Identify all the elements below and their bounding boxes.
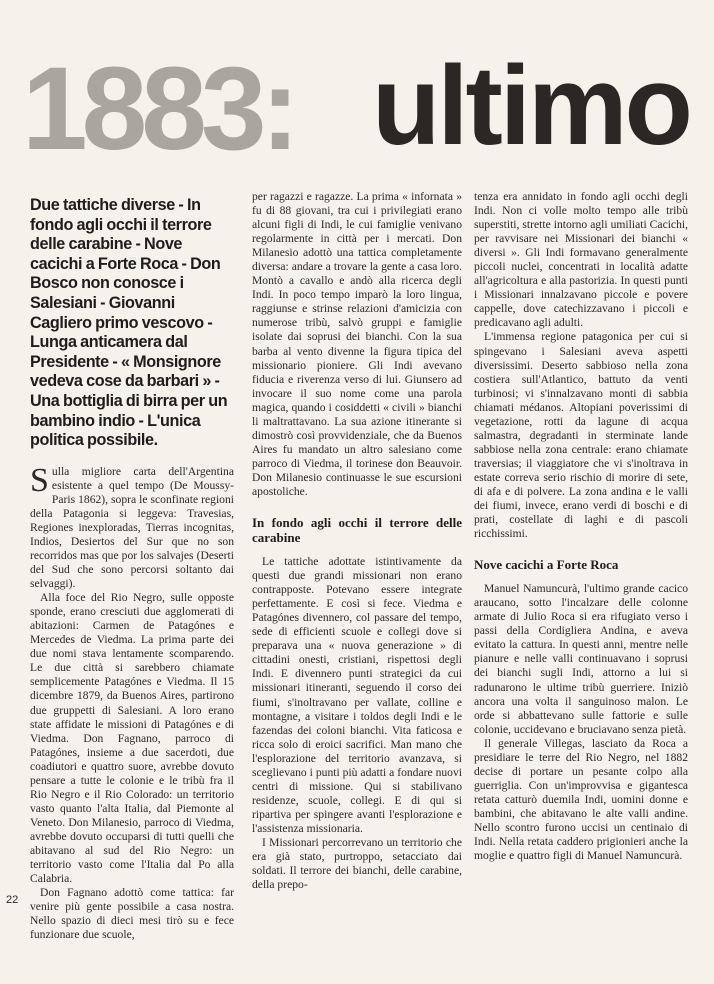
paragraph: Il generale Villegas, lasciato da Roca a presidiare le terre del Rio Negro, nel 1882 decise di portare un pesante colpo alla guerriglia. Con un'improvvisa e gigantesca retata catturò duemila Indi, uomini donne e bambini, che abitavano le alte valli andine. Nello scontro furono uccisi un centinaio di Indi. Nella retata caddero prigionieri anche la moglie e quattro figli di Manuel Namuncurà. xyxy=(474,736,688,863)
paragraph: per ragazzi e ragazze. La prima « infornata » fu di 88 giovani, tra cui i privilegiati erano alcuni figli di Indi, le cui famiglie venivano regolarmente in città per i mercati. Don Milanesio adottò una tattica completamente diversa: andare a trovare la gente a casa loro. Montò a cavallo e andò alla ricerca degli Indi. In poco tempo imparò la loro lingua, raggiunse e strinse relazioni d'amicizia con numerose tribù, salvò gruppi e famiglie isolate dai soprusi dei bianchi. Con la sua barba al vento divenne la figura tipica del missionario pioniere. Gli Indi avevano fiducia e riverenza verso di lui. Giunsero ad invocare il suo nome come una parola magica, quando i cosiddetti « civili » bianchi li maltrattavano. La sua azione itinerante si dimostrò così provvidenziale, che da Buenos Aires fu mandato un altro salesiano come parroco di Viedma, il torinese don Beauvoir. Don Milanesio continuasse le sue escursioni apostoliche. xyxy=(252,190,462,498)
column-1-text xyxy=(30,461,234,943)
paragraph: Alla foce del Rio Negro, sulle opposte sponde, erano cresciuti due agglomerati di abitazioni: Carmen de Patagónes e Mercedes de Viedma. La prima parte dei due nomi stava lentamente scomparendo. Le due città si sarebbero chiamate semplicemente Patagónes e Viedma. Il 15 dicembre 1879, da Buenos Aires, partirono due gruppetti di Salesiani. A loro erano state affidate le missioni di Patagónes e di Viedma. Don Fagnano, parroco di Patagónes, insieme a due sacerdoti, due coadiutori e quattro suore, avrebbe dovuto pensare a tutte le colonie e le tribù fra il Rio Negro e il Rio Colorado: un territorio vasto quanto l'alta Italia, dal Piemonte al Veneto. Don Milanesio, parroco di Viedma, avrebbe dovuto occuparsi di tutti quelli che abitavano al sud del Rio Negro: un territorio vasto come l'Italia dal Po alla Calabria. xyxy=(30,591,234,886)
paragraph: Manuel Namuncurà, l'ultimo grande cacico araucano, sotto l'incalzare delle colonne armate di Julio Roca si era rifugiato verso i passi della Cordigliera Andina, e aveva evitato la cattura. In questi anni, mentre nelle pianure e nelle valli continuavano i soprusi dei bianchi sugli Indi, attorno a lui si radunarono le ultime tribù guerriere. Iniziò ancora una volta il sanguinoso malon. Le orde si abbattevano sulle fattorie e sulle colonie, uccidevano e bruciavano senza pietà. xyxy=(474,582,688,736)
article-summary: Due tattiche diverse - In fondo agli occhi il terrore delle carabine - Nove cacichi a Forte Roca - Don Bosco non conosce i Salesiani - Giovanni Cagliero primo vescovo - Lunga anticamera dal Presidente - « Monsignore vedeva cose da barbari » - Una bottiglia di birra per un bambino indio - L'unica politica possibile. xyxy=(30,196,228,450)
paragraph: L'immensa regione patagonica per cui si spingevano i Salesiani aveva aspetti diversissimi. Deserto sabbioso nella zona costiera sull'Atlantico, battuto da venti turbinosi; vi s'innalzavano monti di sabbia chiamati médanos. Altopiani poverissimi di vegetazione, rotti da lagune di acqua salmastra, degradanti in sterminate lande sabbiose nella zona centrale: erano chiamate traversias; il viaggiatore che vi s'inoltrava in estate correva serio rischio di morire di sete, di afa e di polvere. La zona andina e le valli dei fiumi, invece, erano verdi di boschi e di prati, costellate di laghi e di pascoli ricchissimi. xyxy=(474,330,688,541)
column-2 xyxy=(252,190,462,892)
paragraph: Le tattiche adottate istintivamente da questi due grandi missionari non erano contrapposte. Potevano essere integrate perfettamente. E così si fece. Viedma e Patagónes divennero, col passare del tempo, sede di efficienti scuole e collegi dove si preparava una « nuova generazione » di cittadini onesti, cristiani, rispettosi degli Indi. E divennero punti strategici da cui missionari itineranti, seguendo il corso dei fiumi, s'inoltravano per vallate, colline e montagne, a visitare i toldos degli Indi e le fazendas dei coloni bianchi. Vita faticosa e ricca solo di eroici sacrifici. Man mano che l'esplorazione del territorio avanzava, si sceglievano i punti più adatti a fondare nuovi centri di missione. Qui si stabilivano residenze, scuole, collegi. E di qui si ripartiva per spingere avanti l'esplorazione e l'assistenza missionaria. xyxy=(252,555,462,835)
column-1 xyxy=(30,196,234,942)
paragraph: Don Fagnano adottò come tattica: far venire più gente possibile a casa nostra. Nello spazio di dieci mesi tirò su e fece funzionare due scuole, xyxy=(30,886,234,942)
section-heading: In fondo agli occhi il terrore delle carabine xyxy=(252,515,462,546)
paragraph: tenza era annidato in fondo agli occhi degli Indi. Non ci volle molto tempo alle tribù superstiti, strette intorno agli umiliati Cacichi, per ravvisare nei Missionari dei bianchi « diversi ». Gli Indi formavano generalmente piccoli nuclei, concentrati in località adatte all'agricoltura e alla pastorizia. In questi punti i Missionari innalzavano piccole e povere cappelle, dove catechizzavano i piccoli e predicavano agli adulti. xyxy=(474,190,688,330)
headline-year: 1883: xyxy=(22,43,294,175)
page-number: 22 xyxy=(6,894,19,906)
column-2-text xyxy=(252,190,462,892)
paragraph: I Missionari percorrevano un territorio che era già stato, purtroppo, setacciato dai soldati. Il terrore dei bianchi, delle carabine, della prepo- xyxy=(252,835,462,892)
drop-cap: S xyxy=(30,461,49,499)
column-3 xyxy=(474,190,688,863)
paragraph: Sulla migliore carta dell'Argentina esistente a quel tempo (De Moussy-Paris 1862), sopra le sconfinate regioni della Patagonia si leggeva: Travesias, Regiones inexploradas, Tierras incognitas, Indios, Desiertos del Sur que no son recorridos mas que por los salvajes (Deserti del Sud che sono percorsi soltanto dai selvaggi). xyxy=(30,461,234,591)
section-heading: Nove cacichi a Forte Roca xyxy=(474,557,619,573)
column-3-text xyxy=(474,190,688,863)
headline-word: ultimo xyxy=(372,43,690,168)
